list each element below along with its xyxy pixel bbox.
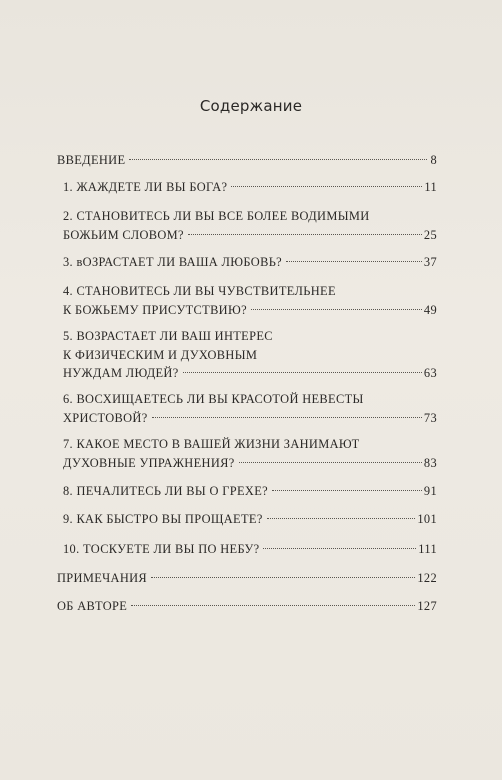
toc-entry-text: 8. ПЕЧАЛИТЕСЬ ЛИ ВЫ О ГРЕХЕ? — [63, 484, 268, 498]
toc-page-number: 11 — [424, 180, 437, 194]
toc-entry-text: НУЖДАМ ЛЮДЕЙ? — [63, 366, 179, 380]
toc-page-number: 101 — [417, 512, 437, 526]
toc-page-number: 127 — [417, 599, 437, 613]
toc-entry-text: 4. СТАНОВИТЕСЬ ЛИ ВЫ ЧУВСТВИТЕЛЬНЕЕ — [63, 284, 336, 298]
toc-entry-text: 9. КАК БЫСТРО ВЫ ПРОЩАЕТЕ? — [63, 512, 263, 526]
toc-entry-text: 2. СТАНОВИТЕСЬ ЛИ ВЫ ВСЕ БОЛЕЕ ВОДИМЫМИ — [63, 209, 370, 223]
toc-page-number: 73 — [423, 410, 437, 425]
toc-entry-text: ОБ АВТОРЕ — [57, 599, 128, 613]
dot-leader — [263, 548, 416, 549]
toc-page-number: 111 — [418, 542, 437, 556]
dot-leader — [267, 518, 416, 519]
toc-entry-text: ПРИМЕЧАНИЯ — [57, 571, 148, 585]
toc-entry-text: ДУХОВНЫЕ УПРАЖНЕНИЯ? — [63, 455, 235, 470]
dot-leader — [152, 417, 422, 418]
dot-leader — [188, 234, 422, 235]
toc-entry-text: 3. вОЗРАСТАЕТ ЛИ ВАША ЛЮБОВЬ? — [63, 255, 283, 269]
toc-entry-text: 10. ТОСКУЕТЕ ЛИ ВЫ ПО НЕБУ? — [63, 542, 260, 556]
dot-leader — [129, 159, 427, 160]
toc-entry-text: 5. ВОЗРАСТАЕТ ЛИ ВАШ ИНТЕРЕС — [63, 329, 273, 343]
toc-page-number: 37 — [423, 255, 437, 269]
toc-page-number: 91 — [423, 484, 437, 498]
toc-entry-text: К ФИЗИЧЕСКИМ И ДУХОВНЫМ — [63, 347, 258, 362]
dot-leader — [272, 490, 422, 491]
dot-leader — [286, 261, 422, 262]
toc-entry-text: ВВЕДЕНИЕ — [57, 153, 126, 167]
toc-entry-text: 7. КАКОЕ МЕСТО В ВАШЕЙ ЖИЗНИ ЗАНИМАЮТ — [63, 437, 360, 451]
toc-page-number: 25 — [423, 227, 437, 242]
toc-page-number: 8 — [430, 153, 437, 167]
dot-leader — [151, 577, 415, 578]
toc-page-number: 122 — [417, 571, 437, 585]
toc-page-number: 83 — [423, 455, 437, 470]
dot-leader — [239, 462, 422, 463]
toc-entry-text: К БОЖЬЕМУ ПРИСУТСТВИЮ? — [63, 302, 247, 317]
toc-page-number: 49 — [423, 302, 437, 317]
dot-leader — [251, 309, 422, 310]
toc-entry-text: БОЖЬИМ СЛОВОМ? — [63, 227, 184, 242]
toc-page-number: 63 — [423, 366, 437, 380]
dot-leader — [131, 605, 415, 606]
dot-leader — [183, 372, 422, 373]
dot-leader — [231, 186, 422, 187]
toc-entry-text: 1. ЖАЖДЕТЕ ЛИ ВЫ БОГА? — [63, 180, 228, 194]
toc-entry-text: 6. ВОСХИЩАЕТЕСЬ ЛИ ВЫ КРАСОТОЙ НЕВЕСТЫ — [63, 392, 364, 406]
toc-entry-text: ХРИСТОВОЙ? — [63, 410, 148, 425]
contents-title: Содержание — [199, 97, 303, 115]
